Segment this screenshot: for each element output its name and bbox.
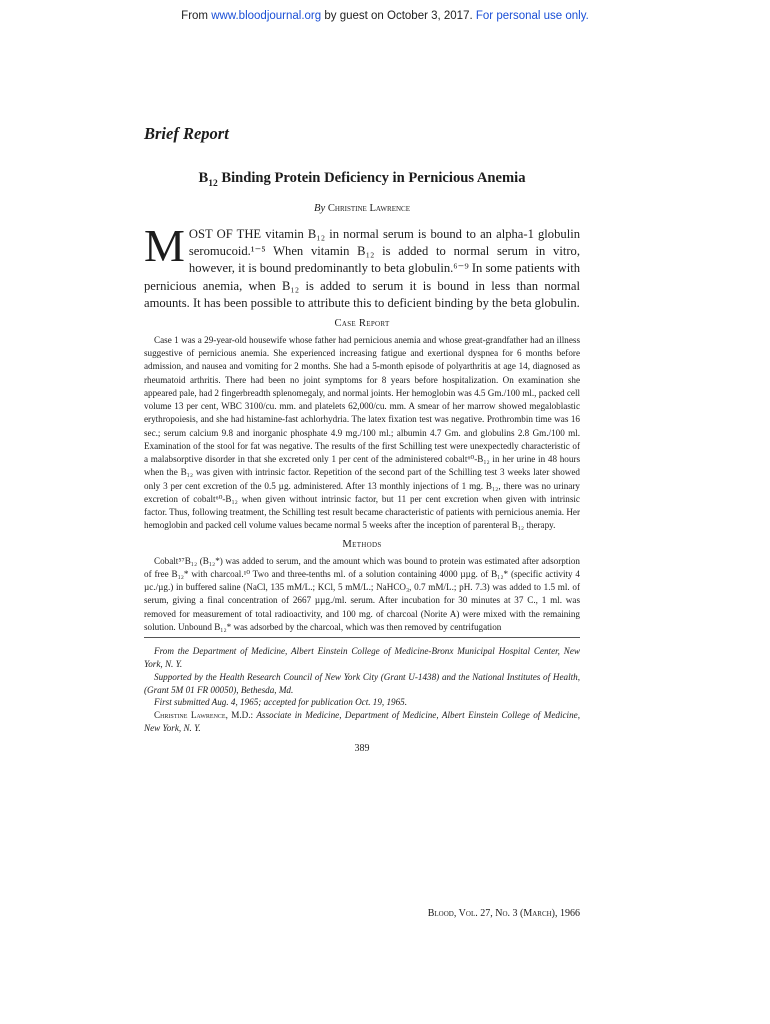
title-b: B	[198, 170, 209, 186]
banner-prefix: From	[181, 10, 212, 22]
article-page	[144, 124, 580, 754]
source-banner	[0, 10, 770, 22]
intro-text: OST OF THE vitamin B₁₂ in normal serum is bound to an alpha-1 globulin seromucoid.¹⁻⁵ When vitamin B₁₂ is added to normal serum in vitro, however, it is bound predominantly to beta globulin.⁶⁻⁹ In some patients with pernicious anemia, when B₁₂ is added to serum it is bound in less than normal amounts. It has been possible to attribute this to deficient binding by the beta globulin.	[144, 226, 580, 310]
author-note-text: Associate in Medicine, Department of Medicine, Albert Einstein College of Medicine, New York, N. Y.	[144, 710, 580, 733]
footnote-author	[144, 709, 580, 735]
title-rest: Binding Protein Deficiency in Pernicious Anemia	[217, 170, 526, 186]
banner-site-link[interactable]: www.bloodjournal.org	[211, 10, 322, 22]
section-label: Brief Report	[144, 124, 229, 143]
footnote-support: Supported by the Health Research Council of New York City (Grant U-1438) and the National Institutes of Health, (Grant 5M 01 FR 00050), Bethesda, Md.	[144, 671, 580, 695]
article-title	[144, 170, 580, 189]
title-subscript: 12	[208, 178, 218, 189]
footnote-affiliation: From the Department of Medicine, Albert Einstein College of Medicine-Bronx Municipal Hospital Center, New York, N. Y.	[144, 646, 580, 669]
drop-cap: M	[144, 219, 185, 271]
journal-reference: Blood, Vol. 27, No. 3 (March), 1966	[427, 908, 580, 919]
case-report-text: Case 1 was a 29-year-old housewife whose father had pernicious anemia and whose great-grandfather had an illness suggestive of pernicious anemia. She experienced increasing fatigue and exertional dyspnea for 6 months before admission, and nausea and vomiting for 2 months. She had a 5-month episode of polyarthritis at age 14, diagnosed as rheumatoid arthritis. There had been no joint symptoms for 8 years before hospitalization. On examination she appeared pale, had 2 fingerbreadth splenomegaly, and normal joints. Her hemoglobin was 4.5 Gm./100 ml., packed cell volume 13 per cent, WBC 3100/cu. mm. and platelets 62,000/cu. mm. A smear of her marrow showed megaloblastic erythropoiesis, and she had histamine-fast achlorhydria. The latex fixation test was negative. Prothrombin time was 16 sec.; serum calcium 9.8 and inorganic phosphate 4.9 mg./100 ml.; albumin 4.7 Gm. and globulins 2.8 Gm./100 ml. Examination of the stool for fat was negative. The results of the first Schilling test were unexpectedly characteristic of a malabsorptive disorder in that she excreted only 1 per cent of the administered cobalt⁶⁰-B₁₂ in her urine in 48 hours when the B₁₂ was given with intrinsic factor. Repetition of the second part of the Schilling test 3 weeks later showed only 3 per cent excretion of the 0.5 µg. administered. After 13 monthly injections of 1 mg. B₁₂, there was no urinary excretion of cobalt⁶⁰-B₁₂ when given without intrinsic factor, but 11 per cent excretion when given with intrinsic factor. Thus, following treatment, the Schilling test result became characteristic of patients with pernicious anemia. Her hemoglobin and packed cell volume values became normal 5 weeks after the inception of parenteral B₁₂ therapy.	[144, 334, 581, 531]
footnote-divider	[144, 637, 580, 638]
byline-author: Christine Lawrence	[327, 202, 410, 214]
methods-heading: Methods	[342, 538, 382, 550]
footnote-dates: First submitted Aug. 4, 1965; accepted for publication Oct. 19, 1965.	[154, 697, 408, 708]
case-report-heading: Case Report	[334, 317, 390, 329]
intro-paragraph	[144, 219, 580, 312]
page-number: 389	[354, 742, 370, 754]
byline	[144, 203, 580, 214]
banner-notice-link[interactable]: For personal use only.	[475, 10, 589, 22]
author-note-name: Christine Lawrence, M.D.:	[154, 710, 254, 721]
banner-middle: by guest on October 3, 2017.	[321, 10, 476, 22]
methods-text: Cobalt⁵⁷B₁₂ (B₁₂*) was added to serum, and the amount which was bound to protein was estimated after adsorption of free B₁₂* with charcoal.¹⁰ Two and three-tenths ml. of a solution containing 4000 µµg. of B₁₂* (specific activity 4 µc./µg.) in buffered saline (NaCl, 135 mM/L.; KCl, 5 mM/L.; NaHCO₃, 0.7 mM/L.; pH. 7.3) was added to 1.5 ml. of serum, giving a final concentration of 2667 µµg./ml. serum. After incubation for 30 minutes at 37 C., 1 ml. was removed for measurement of total radioactivity, and 100 mg. of charcoal (Norite A) were mixed with the remaining solution. Unbound B₁₂* was adsorbed by the charcoal, which was then removed by centrifugation	[144, 555, 580, 632]
byline-by: By	[314, 202, 326, 214]
